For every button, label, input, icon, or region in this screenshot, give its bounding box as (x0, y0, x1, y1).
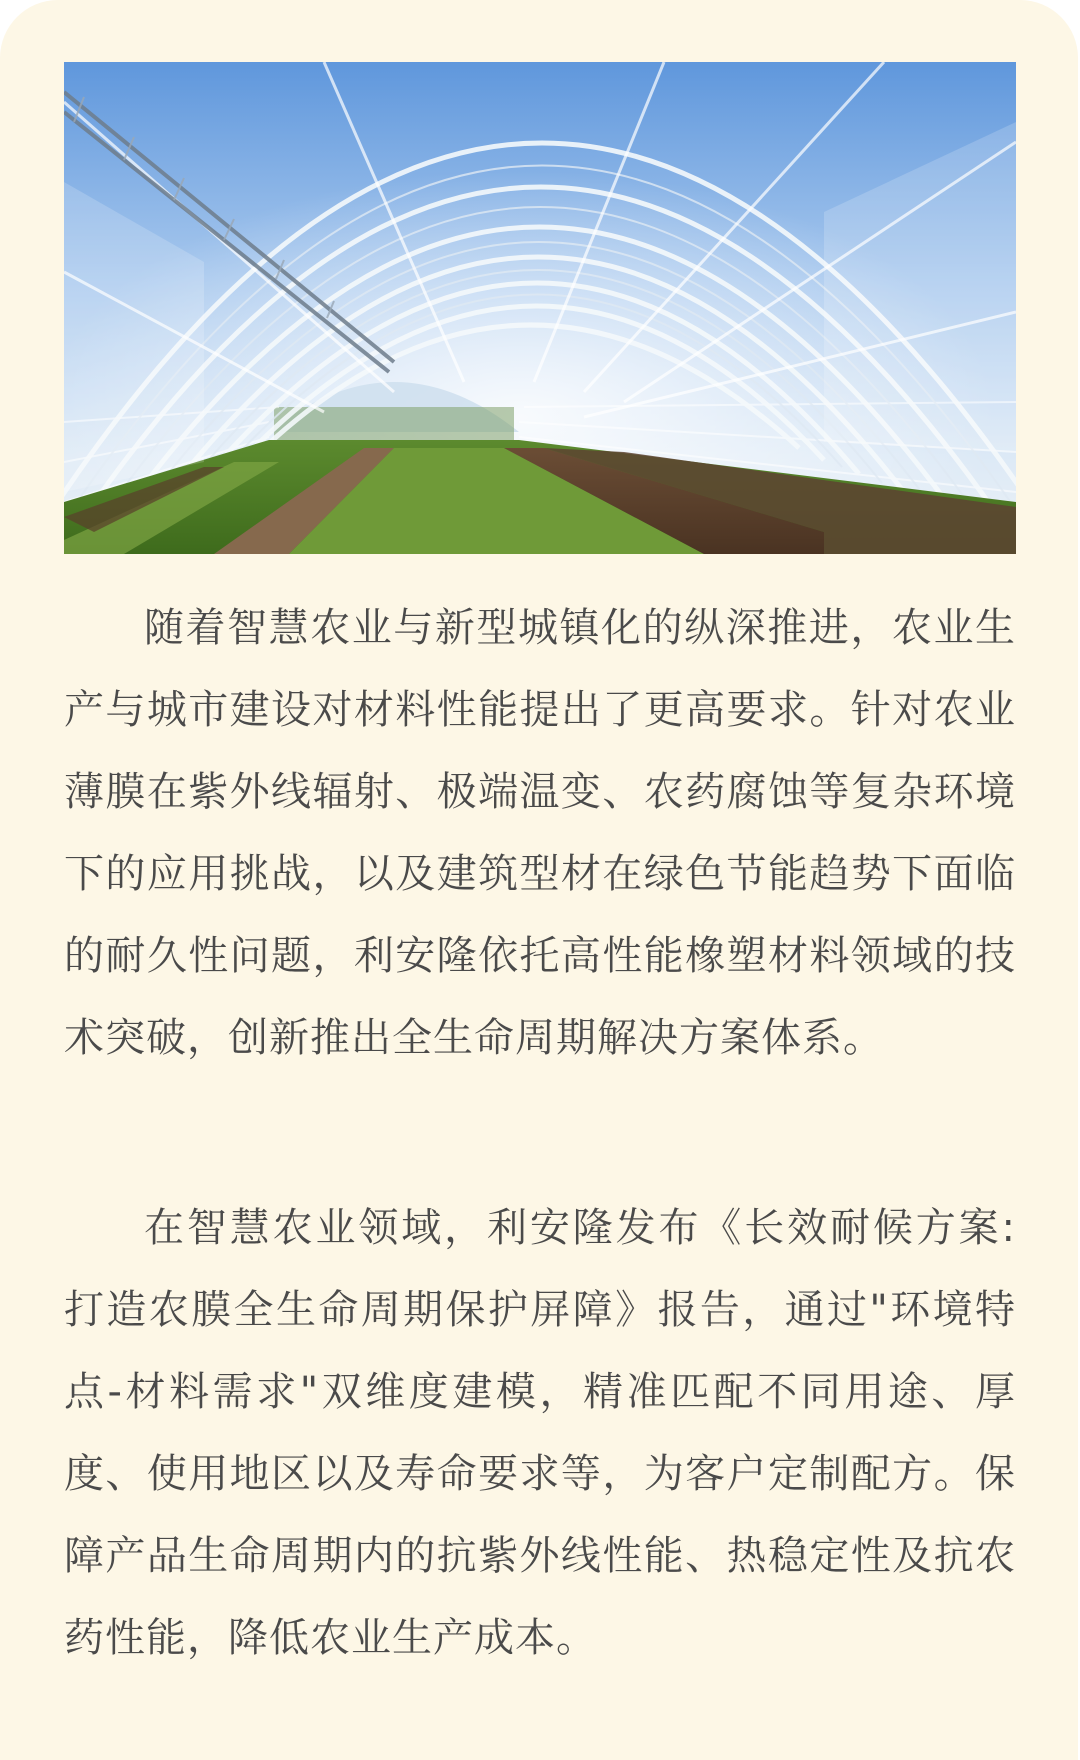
paragraph-intro: 随着智慧农业与新型城镇化的纵深推进，农业生产与城市建设对材料性能提出了更高要求。针对农业薄膜在紫外线辐射、极端温变、农药腐蚀等复杂环境下的应用挑战，以及建筑型材在绿色节能趋势下面临的耐久性问题，利安隆依托高性能橡塑材料领域的技术突破，创新推出全生命周期解决方案体系。 (64, 605, 1016, 1061)
paragraph-smart-agriculture: 在智慧农业领域，利安隆发布《长效耐候方案:打造农膜全生命周期保护屏障》报告，通过"环境特点-材料需求"双维度建模，精准匹配不同用途、厚度、使用地区以及寿命要求等，为客户定制配方。保障产品生命周期内的抗紫外线性能、热稳定性及抗农药性能，降低农业生产成本。 (64, 1205, 1016, 1661)
greenhouse-illustration (64, 62, 1016, 554)
greenhouse-photo (64, 62, 1016, 554)
